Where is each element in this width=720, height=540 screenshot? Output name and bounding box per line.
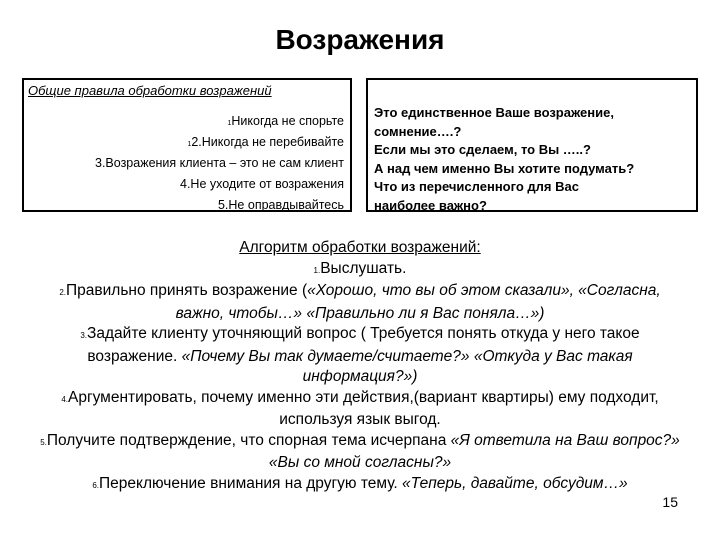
rules-heading: Общие правила обработки возражений [28,83,272,98]
algorithm-title: Алгоритм обработки возражений: [239,239,481,256]
algorithm-step: 6.Переключение внимания на другую тему. «Теперь, давайте, обсудим…» [92,474,628,492]
algorithm-step: 3.Задайте клиенту уточняющий вопрос ( Требуется понять откуда у него такое возражение. «Почему Вы так думаете/считаете?» «Откуда у Вас такая информация?») [80,325,640,385]
rule-item: 4.Не уходите от возражения [180,177,344,191]
question-line: Это единственное Ваше возражение, [374,105,614,120]
rule-item: 1Никогда не спорьте [227,114,344,128]
rule-item: 12.Никогда не перебивайте [187,135,344,149]
algorithm-step: 4.Аргументировать, почему именно эти действия,(вариант квартиры) ему подходит, используя язык выгод. [61,388,659,428]
rules-list [95,112,344,217]
question-line: сомнение….? [374,123,462,139]
algorithm-step: 2.Правильно принять возражение («Хорошо, что вы об этом сказали», «Согласна, важно, чтобы…» «Правильно ли я Вас поняла…») [59,282,661,322]
page-number: 15 [662,494,678,510]
question-line: Что из перечисленного для Вас [374,179,579,194]
rule-item: 3.Возражения клиента – это не сам клиент [95,156,344,170]
question-line: наиболее важно? [374,197,487,212]
algorithm-step: 1.Выслушать. [313,259,407,277]
rule-item: 5.Не оправдывайтесь [217,198,344,212]
questions-box [366,78,698,212]
question-line: А над чем именно Вы хотите подумать? [374,160,635,176]
questions-text [368,80,696,212]
algorithm-step: 5.Получите подтверждение, что спорная тема исчерпана «Я ответила на Ваш вопрос?» «Вы со мной согласны?» [40,431,680,471]
question-line: Если мы это сделаем, то Вы …..? [374,142,591,157]
algorithm-section [40,238,680,496]
rules-box [22,78,352,212]
slide-title: Возражения [275,24,445,55]
